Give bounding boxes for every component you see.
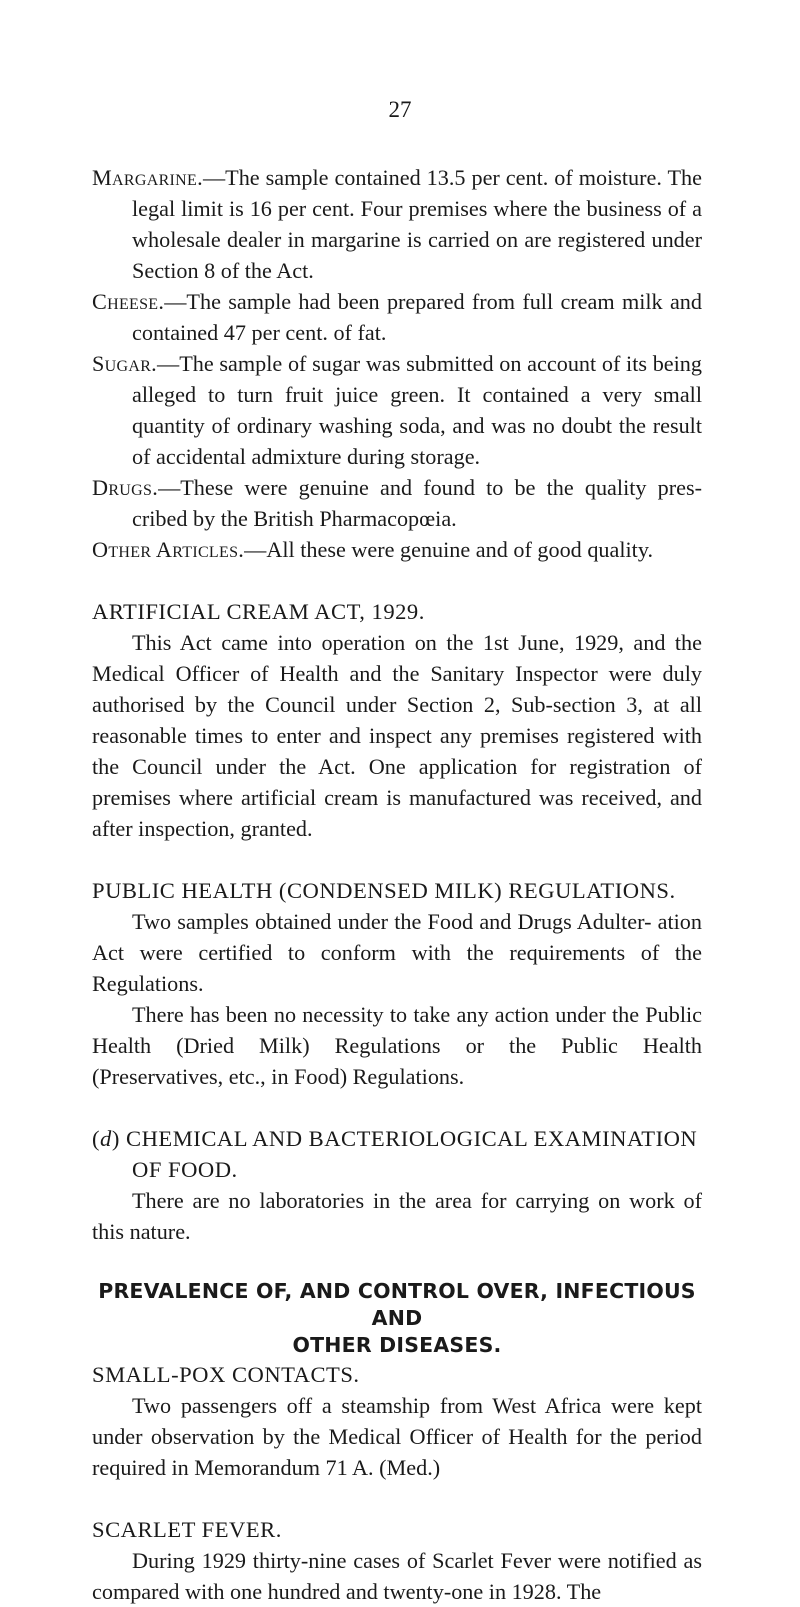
heading-condensed-milk: PUBLIC HEALTH (CONDENSED MILK) REGULATIONS. xyxy=(92,878,676,903)
heading-chemical: (d) CHEMICAL AND BACTERIOLOGICAL EXAMINATION OF FOOD. xyxy=(92,1126,698,1182)
para-condensed-milk-2: There has been no necessity to take any action under the Public Health (Dried Milk) Regulations or the Public Health (Preservatives, etc., in Food) Regulations. xyxy=(92,1002,702,1089)
entry-margarine xyxy=(92,162,702,286)
entry-text: —These were genuine and found to be the quality pres- cribed by the British Pharmacopœia. xyxy=(132,475,702,531)
entry-term: Drugs. xyxy=(92,475,159,500)
entry-cheese xyxy=(92,286,702,348)
para-condensed-milk-1: Two samples obtained under the Food and Drugs Adulter- ation Act were certified to conform with the requirements of the Regulations. xyxy=(92,909,702,996)
entry-text: —The sample contained 13.5 per cent. of moisture. The legal limit is 16 per cent. Four premises where the business of a wholesale dealer in margarine is carried on are registered under Section 8 of the Act. xyxy=(132,165,702,283)
entry-term: Margarine. xyxy=(92,165,203,190)
heading-prevalence-line1: PREVALENCE OF, AND CONTROL OVER, INFECTIOUS AND xyxy=(98,1279,696,1330)
entry-term: Other Articles. xyxy=(92,537,245,562)
para-scarlet-fever: During 1929 thirty-nine cases of Scarlet Fever were notified as compared with one hundred and twenty-one in 1928. The xyxy=(92,1548,702,1604)
entry-sugar xyxy=(92,348,702,472)
entry-other-articles xyxy=(92,534,702,565)
entry-term: Cheese. xyxy=(92,289,165,314)
heading-chemical-text: CHEMICAL AND BACTERIOLOGICAL EXAMINATION OF FOOD. xyxy=(126,1126,698,1182)
para-chemical: There are no laboratories in the area for carrying on work of this nature. xyxy=(92,1188,702,1244)
entry-term: Sugar. xyxy=(92,351,158,376)
heading-artificial-cream: ARTIFICIAL CREAM ACT, 1929. xyxy=(92,599,425,624)
heading-scarlet-fever: SCARLET FEVER. xyxy=(92,1517,282,1542)
para-artificial-cream: This Act came into operation on the 1st June, 1929, and the Medical Officer of Health and the Sanitary Inspector were duly authorised by the Council under Section 2, Sub-section 3, at all reasonable times to enter and inspect any premises registered with the Council under the Act. One application for registration of premises where artificial cream is manufactured was received, and after inspection, granted. xyxy=(92,630,702,841)
page-content xyxy=(92,162,702,1607)
entry-text: —All these were genuine and of good quality. xyxy=(244,537,654,562)
entry-drugs xyxy=(92,472,702,534)
section-marker: d xyxy=(100,1126,112,1151)
heading-smallpox: SMALL-POX CONTACTS. xyxy=(92,1362,360,1387)
para-smallpox: Two passengers off a steamship from West Africa were kept under observation by the Medical Officer of Health for the period required in Memorandum 71 A. (Med.) xyxy=(92,1393,702,1480)
page-number: 27 xyxy=(388,97,412,122)
heading-prevalence-line2: OTHER DISEASES. xyxy=(292,1333,502,1357)
entry-text: —The sample of sugar was submitted on account of its being alleged to turn fruit juice green. It contained a very small quantity of ordinary washing soda, and was no doubt the result of accidental admixture during storage. xyxy=(132,351,702,469)
entry-text: —The sample had been prepared from full cream milk and contained 47 per cent. of fat. xyxy=(132,289,702,345)
